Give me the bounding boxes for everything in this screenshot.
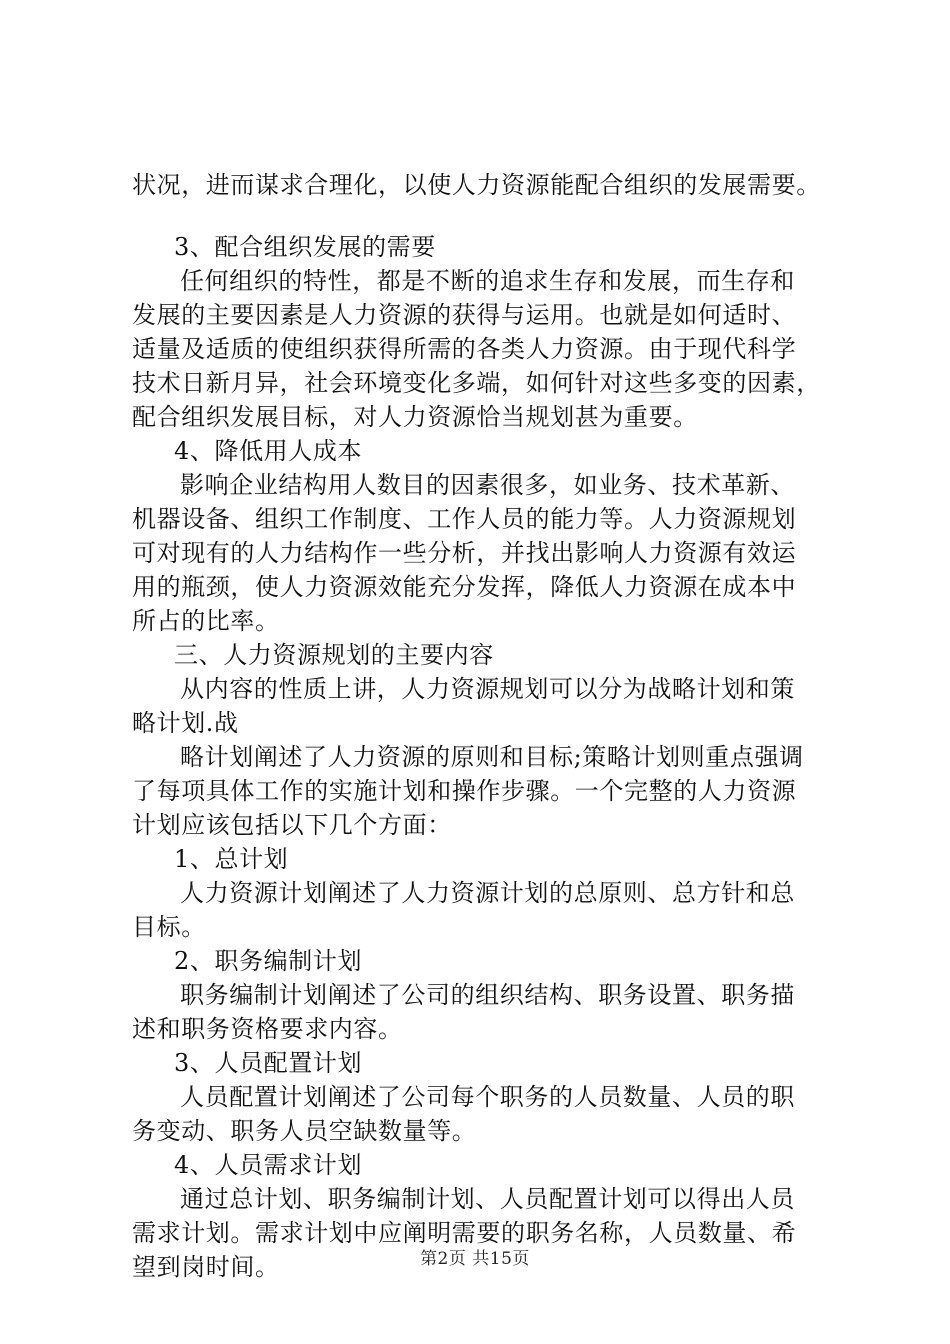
paragraph-line: 人力资源计划阐述了人力资源计划的总原则、总方针和总 bbox=[180, 879, 795, 907]
section-heading: 2、职务编制计划 bbox=[174, 947, 363, 975]
paragraph-line: 通过总计划、职务编制计划、人员配置计划可以得出人员 bbox=[180, 1185, 795, 1213]
section-paragraph bbox=[132, 672, 842, 740]
paragraph-line: 略计划阐述了人力资源的原则和目标;策略计划则重点强调 bbox=[180, 743, 804, 771]
section-heading: 三、人力资源规划的主要内容 bbox=[174, 641, 494, 669]
paragraph-line: 述和职务资格要求内容。 bbox=[132, 1015, 403, 1043]
paragraph-line: 用的瓶颈，使人力资源效能充分发挥，降低人力资源在成本中 bbox=[132, 573, 797, 601]
paragraph-line: 略计划.战 bbox=[132, 709, 239, 737]
paragraph-line: 配合组织发展目标，对人力资源恰当规划甚为重要。 bbox=[132, 403, 698, 431]
paragraph-line: 可对现有的人力结构作一些分析，并找出影响人力资源有效运 bbox=[132, 539, 797, 567]
paragraph-line: 技术日新月异，社会环境变化多端，如何针对这些多变的因素， bbox=[132, 369, 821, 397]
paragraph-line: 影响企业结构用人数目的因素很多，如业务、技术革新、 bbox=[180, 471, 795, 499]
paragraph-line: 发展的主要因素是人力资源的获得与运用。也就是如何适时、 bbox=[132, 301, 797, 329]
document-body bbox=[132, 168, 842, 1284]
section-paragraph bbox=[132, 264, 842, 434]
paragraph-line: 务变动、职务人员空缺数量等。 bbox=[132, 1117, 477, 1145]
paragraph-gap bbox=[132, 202, 842, 230]
paragraph-line: 望到岗时间。 bbox=[132, 1253, 280, 1281]
paragraph-line: 人员配置计划阐述了公司每个职务的人员数量、人员的职 bbox=[180, 1083, 795, 1111]
section-paragraph bbox=[132, 978, 842, 1046]
paragraph-line: 任何组织的特性，都是不断的追求生存和发展，而生存和 bbox=[180, 267, 795, 295]
paragraph-line: 计划应该包括以下几个方面： bbox=[132, 811, 452, 839]
paragraph-line: 适量及适质的使组织获得所需的各类人力资源。由于现代科学 bbox=[132, 335, 797, 363]
page-number-footer: 第2页 共15页 bbox=[420, 1249, 530, 1269]
paragraph-line: 了每项具体工作的实施计划和操作步骤。一个完整的人力资源 bbox=[132, 777, 797, 805]
paragraph-line: 职务编制计划阐述了公司的组织结构、职务设置、职务描 bbox=[180, 981, 795, 1009]
paragraph-line: 所占的比率。 bbox=[132, 607, 280, 635]
section-heading: 1、总计划 bbox=[174, 845, 289, 873]
section-heading: 3、配合组织发展的需要 bbox=[174, 233, 436, 261]
section-paragraph bbox=[132, 740, 842, 842]
paragraph-line: 目标。 bbox=[132, 913, 206, 941]
paragraph-line: 需求计划。需求计划中应阐明需要的职务名称，人员数量、希 bbox=[132, 1219, 797, 1247]
paragraph-line: 从内容的性质上讲，人力资源规划可以分为战略计划和策 bbox=[180, 675, 795, 703]
section-heading: 4、降低用人成本 bbox=[174, 437, 363, 465]
section-heading: 4、人员需求计划 bbox=[174, 1151, 363, 1179]
intro-line: 状况，进而谋求合理化，以使人力资源能配合组织的发展需要。 bbox=[132, 171, 821, 199]
section-paragraph bbox=[132, 1080, 842, 1148]
section-heading: 3、人员配置计划 bbox=[174, 1049, 363, 1077]
section-paragraph bbox=[132, 468, 842, 638]
section-paragraph bbox=[132, 876, 842, 944]
paragraph-line: 机器设备、组织工作制度、工作人员的能力等。人力资源规划 bbox=[132, 505, 797, 533]
